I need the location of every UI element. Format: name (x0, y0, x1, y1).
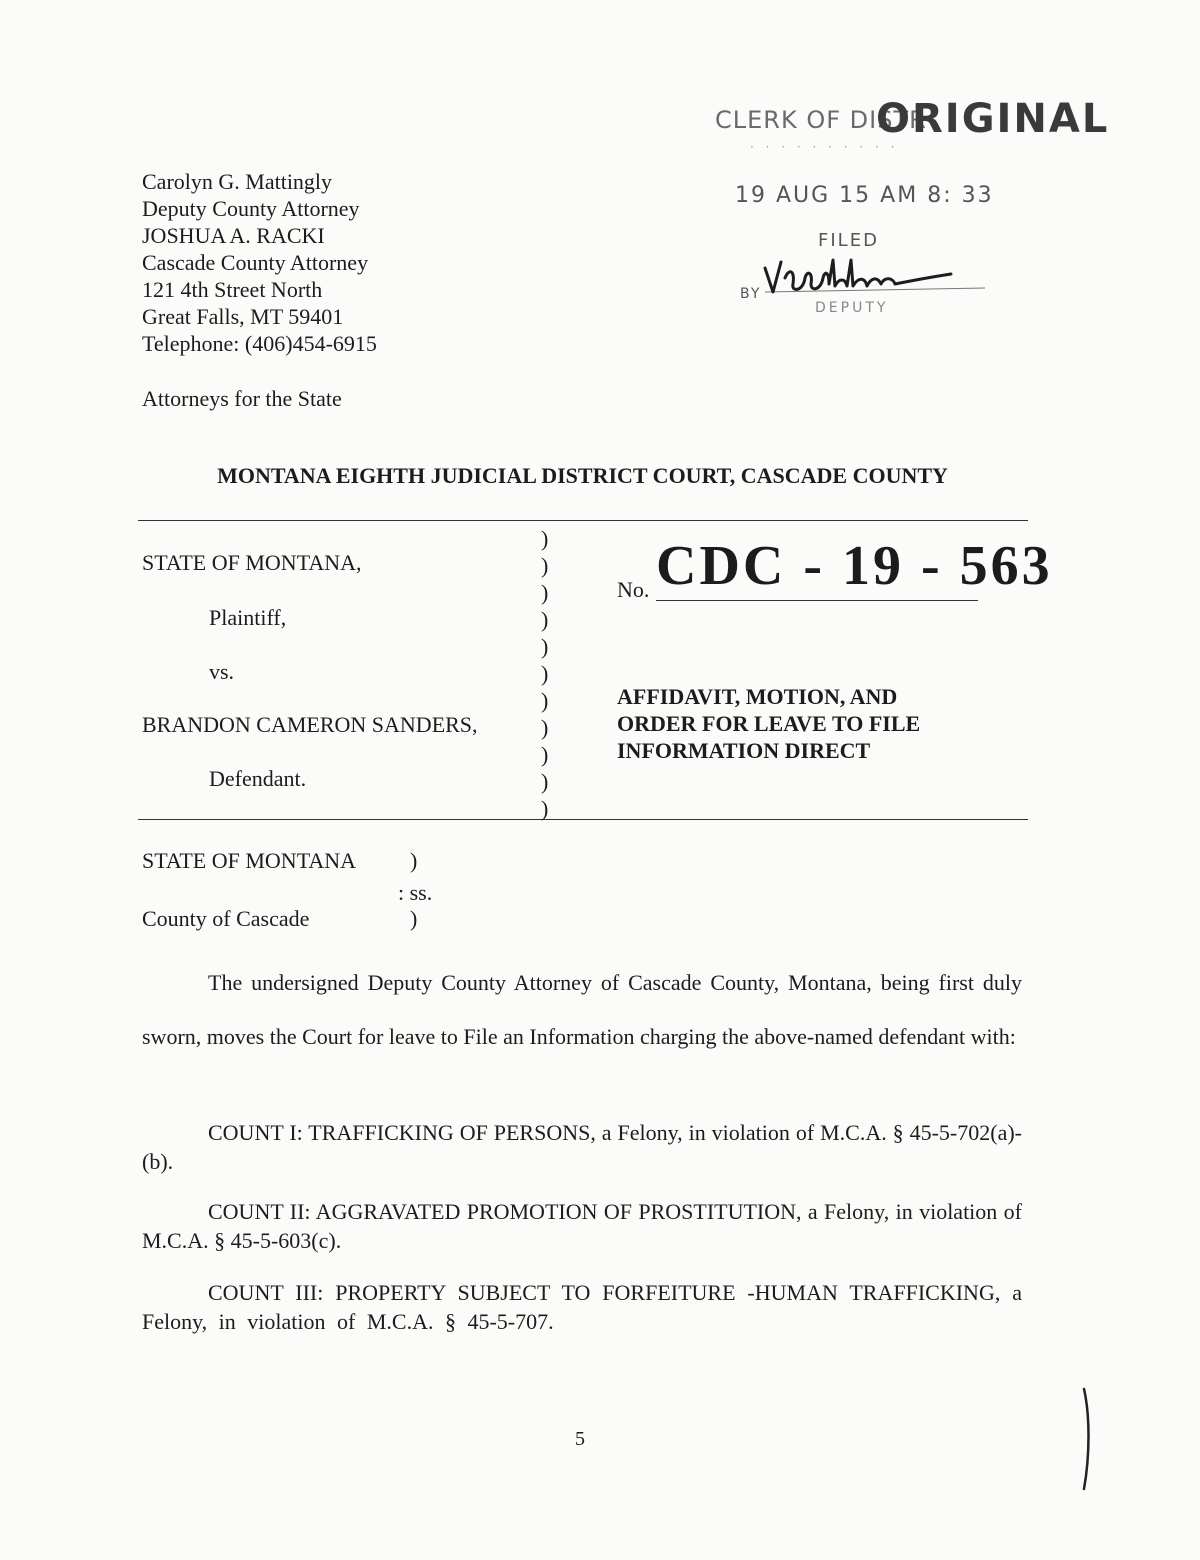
count-item (142, 1278, 1022, 1336)
stamp-deputy-label: DEPUTY (815, 300, 889, 316)
case-number: CDC - 19 - 563 (656, 535, 1053, 597)
count-text: COUNT III: PROPERTY SUBJECT TO FORFEITURE -HUMAN TRAFFICKING, a Felony, in violation of M.C.A. § 45-5-707. (142, 1280, 1022, 1334)
defendant-name: BRANDON CAMERON SANDERS, (142, 712, 478, 737)
attorney-line: Carolyn G. Mattingly (142, 169, 333, 194)
filed-date-stamp: 19 AUG 15 AM 8: 33 (735, 183, 994, 208)
count-text: COUNT II: AGGRAVATED PROMOTION OF PROSTITUTION, a Felony, in violation of M.C.A. § 45-5-603(c). (142, 1199, 1022, 1253)
caption-rule-bottom (138, 819, 1028, 820)
edge-pen-mark (1078, 1385, 1098, 1495)
plaintiff-name: STATE OF MONTANA, (142, 550, 362, 575)
deputy-signature (755, 248, 1005, 308)
clerk-stamp-text: CLERK OF DISTR (715, 106, 927, 134)
page-number: 5 (575, 1428, 585, 1450)
venue-paren-bottom: ) (410, 906, 418, 931)
count-text: COUNT I: TRAFFICKING OF PERSONS, a Felony, in violation of M.C.A. § 45-5-702(a)-(b). (142, 1120, 1022, 1174)
versus-label: vs. (209, 659, 235, 684)
attorney-line: Cascade County Attorney (142, 250, 369, 275)
venue-state: STATE OF MONTANA (142, 848, 357, 873)
document-title-line: AFFIDAVIT, MOTION, AND (617, 684, 898, 709)
caption-rule-top (138, 520, 1028, 521)
court-heading: MONTANA EIGHTH JUDICIAL DISTRICT COURT, CASCADE COUNTY (217, 463, 948, 488)
caption-paren-column: ) ) ) ) ) ) ) ) ) ) ) (541, 526, 549, 821)
case-no-label: No. (617, 577, 650, 602)
case-number-underline (656, 600, 978, 601)
stamp-faint-line: · · · · · · · · · · (750, 140, 899, 154)
defendant-role: Defendant. (209, 766, 307, 791)
plaintiff-role: Plaintiff, (209, 605, 287, 630)
attorneys-for-state: Attorneys for the State (142, 386, 342, 411)
venue-ss: : ss. (398, 880, 433, 905)
document-title-line: INFORMATION DIRECT (617, 738, 871, 763)
attorney-block (142, 168, 377, 412)
stamp-by-label: BY (740, 286, 762, 302)
venue-paren-top: ) (410, 848, 418, 873)
count-item (142, 1197, 1022, 1255)
original-stamp: ORIGINAL (876, 96, 1110, 142)
count-item (142, 1118, 1022, 1176)
document-title-line: ORDER FOR LEAVE TO FILE (617, 711, 921, 736)
attorney-line: JOSHUA A. RACKI (142, 223, 325, 248)
motion-paragraph (142, 956, 1022, 1064)
motion-text: The undersigned Deputy County Attorney of Cascade County, Montana, being first duly sworn, moves the Court for leave to File an Information charging the above-named defendant with: (142, 970, 1022, 1049)
attorney-line: 121 4th Street North (142, 277, 323, 302)
document-title (617, 683, 920, 764)
filed-stamp-label: FILED (818, 230, 879, 251)
attorney-line: Telephone: (406)454-6915 (142, 331, 377, 356)
attorney-line: Great Falls, MT 59401 (142, 304, 344, 329)
attorney-line: Deputy County Attorney (142, 196, 360, 221)
venue-county: County of Cascade (142, 906, 310, 931)
